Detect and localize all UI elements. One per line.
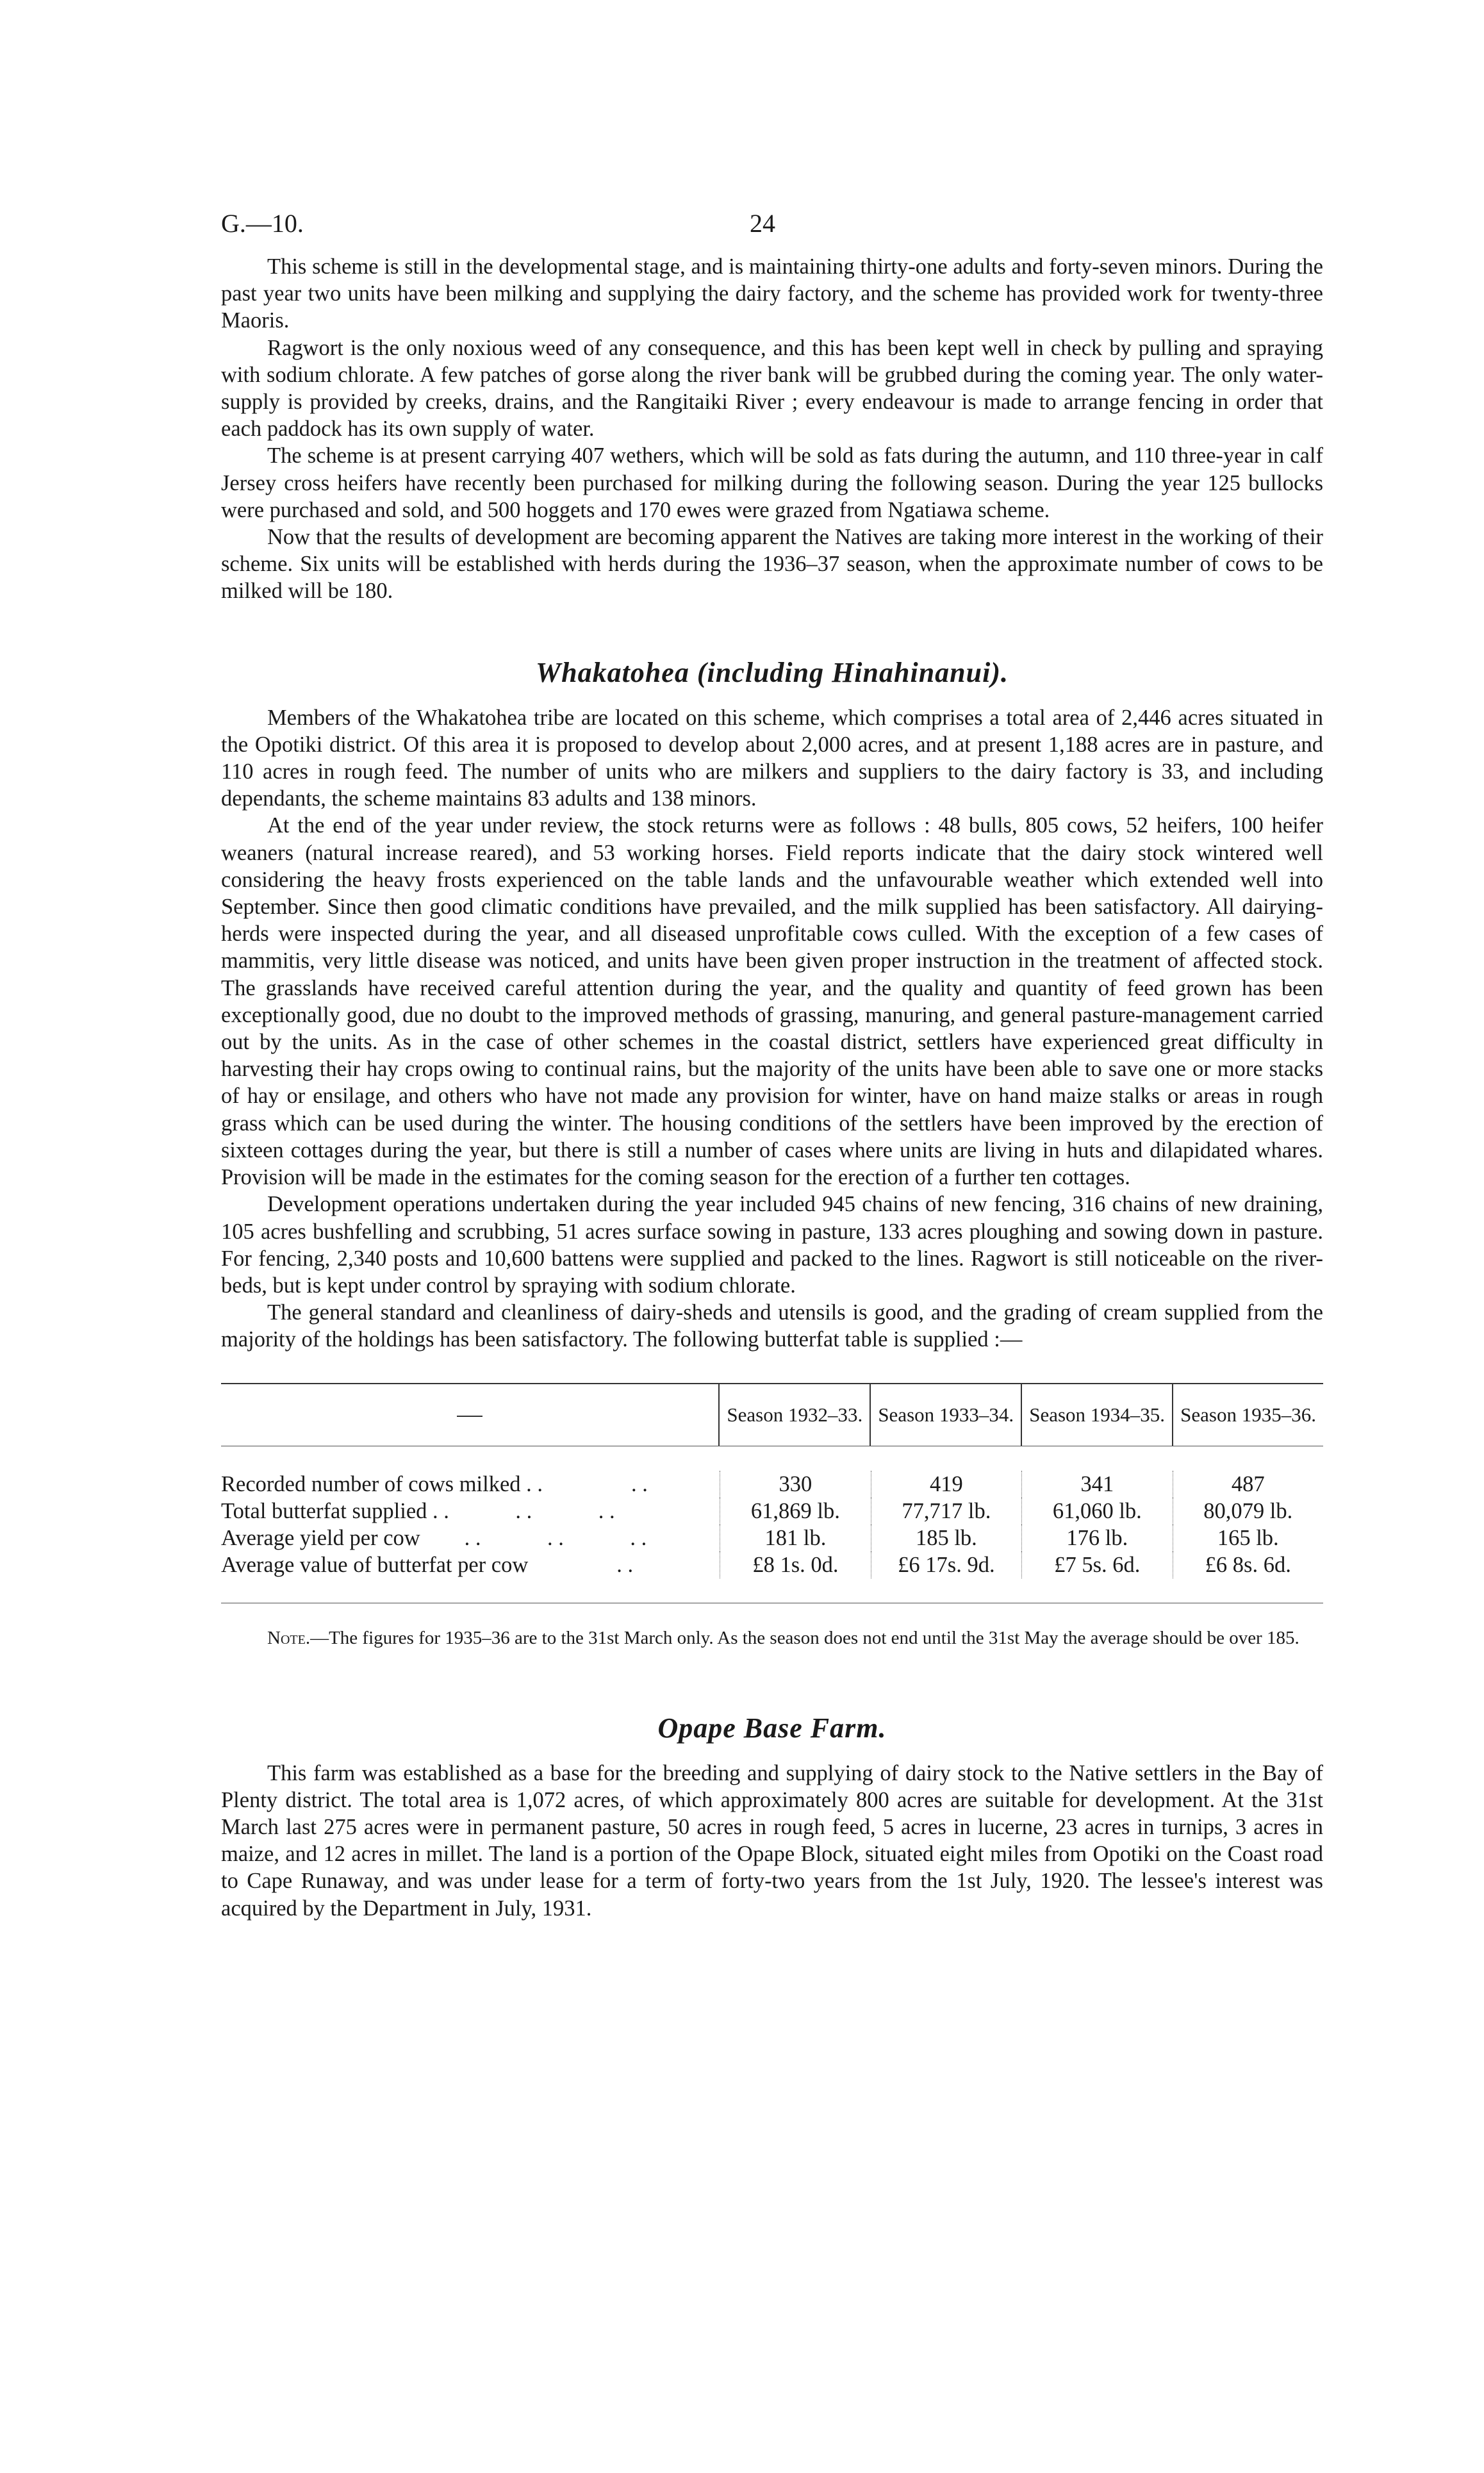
- paragraph: Development operations undertaken during the year included 945 chains of new fencing, 316 chains of new draining, 105 acres bushfelling and scrubbing, 51 acres surface sowing in pasture, 133 acres ploughing and sowing down in pasture. For fencing, 2,340 posts and 10,600 battens were supplied and packed to the lines. Ragwort is still noticeable on the river-beds, but is kept under control by spraying with sodium chlorate.: [221, 1192, 1323, 1298]
- whakatohea-section: [221, 704, 1323, 1353]
- butterfat-table: [221, 1383, 1323, 1603]
- paragraph: This farm was established as a base for the breeding and supplying of dairy stock to the Native settlers in the Bay of Plenty district. The total area is 1,072 acres, of which approximately 800 acres are suitable for development. At the 31st March last 275 acres were in permanent pasture, 50 acres in rough feed, 5 acres in lucerne, 23 acres in turnips, 3 acres in maize, and 12 acres in millet. The land is a portion of the Opape Block, situated eight miles from Opotiki on the Coast road to Cape Runaway, and was under lease for a term of forty-two years from the 1st July, 1920. The lessee's interest was acquired by the Department in July, 1931.: [221, 1760, 1323, 1921]
- table-cell: £6 17s. 9d.: [871, 1551, 1021, 1578]
- paragraph: This scheme is still in the developmental stage, and is maintaining thirty-one adults and forty-seven minors. During the past year two units have been milking and supplying the dairy factory, and the scheme has provided work for twenty-three Maoris.: [221, 254, 1323, 333]
- paragraph: At the end of the year under review, the stock returns were as follows : 48 bulls, 805 cows, 52 heifers, 100 heifer weaners (natural increase reared), and 53 working horses. Field reports indicate that the dairy stock wintered well considering the heavy frosts experienced on the table lands and the unfavourable weather which extended well into September. Since then good climatic conditions have prevailed, and the milk supplied has been satisfactory. All dairying-herds were inspected during the year, and all diseased unprofitable cows culled. With the exception of a few cases of mammitis, very little disease was noticed, and units have been given proper instruction in the treatment of affected stock. The grasslands have received careful attention during the year, and the quality and quantity of feed grown has been exceptionally good, due no doubt to the improved methods of grassing, manuring, and general pasture-management carried out by the units. As in the case of other schemes in the coastal district, settlers have experienced great difficulty in harvesting their hay crops owing to continual rains, but the majority of the units have been able to save one or more stacks of hay or ensilage, and others who have not made any provision for winter, have on hand maize stalks or areas in rough grass which can be used during the winter. The housing conditions of the settlers have been improved by the erection of sixteen cottages during the year, but there is still a number of cases where units are living in huts and dilapidated whares. Provision will be made in the estimates for the coming season for the erection of a further ten cottages.: [221, 813, 1323, 1190]
- table-cell: £8 1s. 0d.: [720, 1551, 870, 1578]
- row-label: Total butterfat supplied . . . . . .: [221, 1498, 615, 1523]
- table-cell: 80,079 lb.: [1173, 1498, 1323, 1525]
- row-label: Average value of butterfat per cow . .: [221, 1552, 634, 1577]
- table-note: [221, 1626, 1323, 1650]
- table-header-row: [221, 1384, 1323, 1446]
- paragraph: Now that the results of development are becoming apparent the Natives are taking more interest in the working of their scheme. Six units will be established with herds during the 1936–37 season, when the approximate number of cows to be milked will be 180.: [221, 525, 1323, 604]
- table-cell: 77,717 lb.: [871, 1498, 1021, 1525]
- section-heading-whakatohea: Whakatohea (including Hinahinanui).: [536, 656, 1009, 688]
- table-cell: 341: [1021, 1471, 1172, 1498]
- table-row: [221, 1525, 1323, 1551]
- row-label: Recorded number of cows milked . . . .: [221, 1471, 648, 1496]
- note-lead: Note.: [267, 1627, 311, 1648]
- table-row: [221, 1471, 1323, 1498]
- column-header: Season 1935–36.: [1172, 1384, 1323, 1446]
- table-cell: 185 lb.: [871, 1525, 1021, 1551]
- page-header: [221, 202, 1323, 253]
- table-cell: 61,060 lb.: [1021, 1498, 1172, 1525]
- note-text: —The figures for 1935–36 are to the 31st March only. As the season does not end until the 31st May the average should be over 185.: [310, 1627, 1299, 1648]
- paragraph: The general standard and cleanliness of dairy-sheds and utensils is good, and the grading of cream supplied from the majority of the holdings has been satisfactory. The following butterfat table is supplied :—: [221, 1300, 1323, 1352]
- table-cell: 181 lb.: [720, 1525, 870, 1551]
- intro-section: [221, 253, 1323, 605]
- page-number: 24: [750, 209, 775, 238]
- table-cell: 61,869 lb.: [720, 1498, 870, 1525]
- table-cell: 176 lb.: [1021, 1525, 1172, 1551]
- table-cell: £7 5s. 6d.: [1021, 1551, 1172, 1578]
- column-header: Season 1934–35.: [1021, 1384, 1172, 1446]
- table-cell: £6 8s. 6d.: [1173, 1551, 1323, 1578]
- paragraph: Ragwort is the only noxious weed of any consequence, and this has been kept well in check by pulling and spraying with sodium chlorate. A few patches of gorse along the river bank will be grubbed during the coming year. The only water-supply is provided by creeks, drains, and the Rangitaiki River ; every endeavour is made to arrange fencing in order that each paddock has its own supply of water.: [221, 335, 1323, 442]
- row-label: Average yield per cow . . . . . .: [221, 1525, 647, 1550]
- column-header: Season 1933–34.: [870, 1384, 1021, 1446]
- document-page: [221, 202, 1323, 1922]
- table-row: [221, 1551, 1323, 1578]
- paragraph: Members of the Whakatohea tribe are located on this scheme, which comprises a total area of 2,446 acres situated in the Opotiki district. Of this area it is proposed to develop about 2,000 acres, and at present 1,188 acres are in pasture, and 110 acres in rough feed. The number of units who are milkers and suppliers to the dairy factory is 33, and including dependants, the scheme maintains 83 adults and 138 minors.: [221, 705, 1323, 811]
- document-reference: G.—10.: [221, 209, 304, 238]
- paragraph: The scheme is at present carrying 407 wethers, which will be sold as fats during the autumn, and 110 three-year in calf Jersey cross heifers have recently been purchased for milking during the following season. During the year 125 bullocks were purchased and sold, and 500 hoggets and 170 ewes were grazed from Ngatiawa scheme.: [221, 443, 1323, 522]
- table-cell: 330: [720, 1471, 870, 1498]
- table-row: [221, 1498, 1323, 1525]
- table-body: [221, 1446, 1323, 1603]
- table-cell: 487: [1173, 1471, 1323, 1498]
- section-heading-opape: Opape Base Farm.: [657, 1712, 887, 1744]
- table-stub-header: [221, 1403, 718, 1427]
- table-cell: 165 lb.: [1173, 1525, 1323, 1551]
- column-header: Season 1932–33.: [718, 1384, 870, 1446]
- table-cell: 419: [871, 1471, 1021, 1498]
- opape-section: [221, 1760, 1323, 1922]
